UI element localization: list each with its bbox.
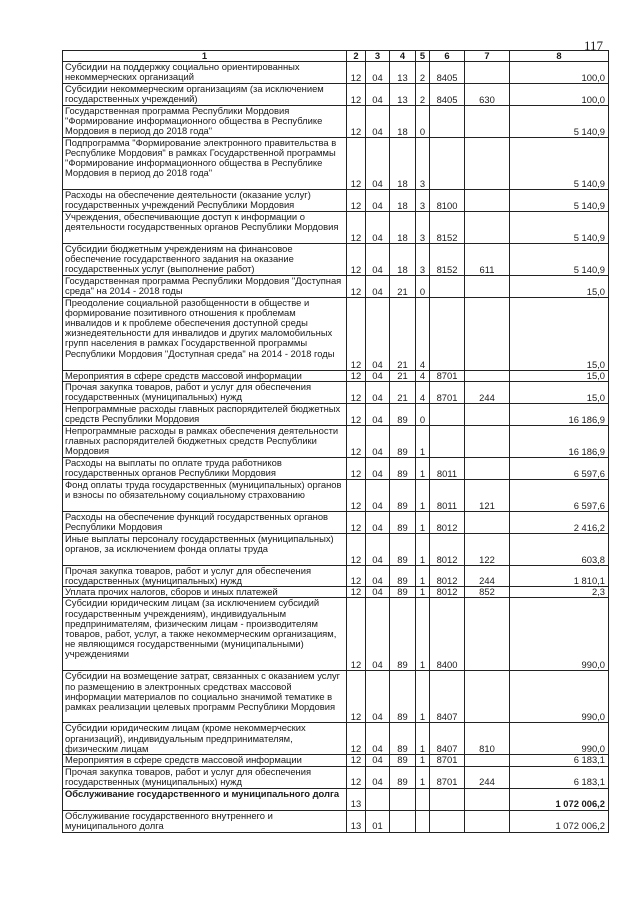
target-code: 8405 — [430, 84, 465, 106]
subprogram-code: 1 — [416, 480, 430, 512]
table-row — [63, 755, 609, 766]
header-cell: 5 — [416, 51, 430, 62]
section-code: 12 — [347, 244, 366, 276]
expense-name: Прочая закупка товаров, работ и услуг для обеспечения государственных (муниципальных) нужд — [63, 766, 347, 788]
section-code: 12 — [347, 426, 366, 458]
section-code: 12 — [347, 382, 366, 404]
program-code: 89 — [390, 723, 416, 755]
expense-type-code: 611 — [465, 244, 510, 276]
program-code: 21 — [390, 298, 416, 371]
target-code: 8701 — [430, 382, 465, 404]
subsection-code: 04 — [366, 512, 390, 534]
target-code: 8012 — [430, 512, 465, 534]
target-code — [430, 276, 465, 298]
subprogram-code: 2 — [416, 84, 430, 106]
program-code: 89 — [390, 480, 416, 512]
table-row — [63, 723, 609, 755]
section-code: 12 — [347, 212, 366, 244]
amount: 1 810,1 — [510, 566, 609, 587]
page-number: 117 — [584, 38, 604, 53]
subsection-code: 04 — [366, 723, 390, 755]
target-code: 8152 — [430, 212, 465, 244]
subsection-code: 04 — [366, 534, 390, 566]
target-code — [430, 810, 465, 832]
expense-name: Государственная программа Республики Мордовия "Формирование информационного общества в Республике Мордовия в период до 2018 года" — [63, 106, 347, 138]
amount: 5 140,9 — [510, 138, 609, 190]
section-code: 12 — [347, 106, 366, 138]
amount: 5 140,9 — [510, 212, 609, 244]
target-code: 8100 — [430, 190, 465, 212]
section-code: 12 — [347, 404, 366, 426]
amount: 6 183,1 — [510, 755, 609, 766]
subsection-code: 04 — [366, 755, 390, 766]
target-code: 8012 — [430, 534, 465, 566]
subsection-code: 04 — [366, 276, 390, 298]
subsection-code — [366, 788, 390, 810]
expense-type-code — [465, 512, 510, 534]
expense-type-code — [465, 106, 510, 138]
subprogram-code: 3 — [416, 190, 430, 212]
amount: 990,0 — [510, 671, 609, 723]
expense-type-code — [465, 212, 510, 244]
subsection-code: 04 — [366, 382, 390, 404]
section-code: 12 — [347, 276, 366, 298]
expense-name: Расходы на обеспечение функций государственных органов Республики Мордовия — [63, 512, 347, 534]
expense-name: Государственная программа Республики Мордовия "Доступная среда" на 2014 - 2018 годы — [63, 276, 347, 298]
expense-type-code — [465, 276, 510, 298]
table-row — [63, 212, 609, 244]
table-row — [63, 480, 609, 512]
expense-name: Субсидии юридическим лицам (за исключением субсидий государственным учреждениям), индивидуальным предпринимателям, физическим лицам - производителям товаров, работ, услуг, а также некоммерческим организациям, не являющимся государственными (муниципальными) учреждениями — [63, 598, 347, 671]
program-code — [390, 810, 416, 832]
program-code: 89 — [390, 534, 416, 566]
subprogram-code — [416, 810, 430, 832]
table-row — [63, 810, 609, 832]
section-code: 12 — [347, 587, 366, 598]
target-code: 8407 — [430, 671, 465, 723]
expense-type-code — [465, 788, 510, 810]
subprogram-code: 3 — [416, 212, 430, 244]
expense-name: Непрограммные расходы главных распорядителей бюджетных средств Республики Мордовия — [63, 404, 347, 426]
program-code: 89 — [390, 512, 416, 534]
program-code: 13 — [390, 62, 416, 84]
expense-name: Непрограммные расходы в рамках обеспечения деятельности главных распорядителей бюджетных средств Республики Мордовия — [63, 426, 347, 458]
program-code: 18 — [390, 190, 416, 212]
table-row — [63, 371, 609, 382]
subprogram-code: 0 — [416, 106, 430, 138]
expense-type-code: 244 — [465, 382, 510, 404]
header-cell: 1 — [63, 51, 347, 62]
subprogram-code: 1 — [416, 566, 430, 587]
section-code: 12 — [347, 190, 366, 212]
expense-type-code: 852 — [465, 587, 510, 598]
program-code: 89 — [390, 755, 416, 766]
expense-name: Расходы на выплаты по оплате труда работников государственных органов Республики Мордовия — [63, 458, 347, 480]
expense-name: Обслуживание государственного внутреннего и муниципального долга — [63, 810, 347, 832]
subsection-code: 04 — [366, 62, 390, 84]
subprogram-code: 1 — [416, 723, 430, 755]
program-code: 89 — [390, 598, 416, 671]
expense-type-code — [465, 458, 510, 480]
amount: 6 597,6 — [510, 480, 609, 512]
section-code: 12 — [347, 534, 366, 566]
expense-type-code — [465, 671, 510, 723]
program-code: 13 — [390, 84, 416, 106]
expense-name: Иные выплаты персоналу государственных (муниципальных) органов, за исключением фонда оплаты труда — [63, 534, 347, 566]
target-code — [430, 788, 465, 810]
expense-type-code — [465, 371, 510, 382]
section-code: 13 — [347, 788, 366, 810]
expense-name: Субсидии на возмещение затрат, связанных с оказанием услуг по размещению в электронных средствах массовой информации материалов по социально значимой тематике в рамках реализации целевых программ Республики Мордовия — [63, 671, 347, 723]
subprogram-code: 0 — [416, 404, 430, 426]
target-code: 8011 — [430, 480, 465, 512]
table-row — [63, 566, 609, 587]
table-row — [63, 84, 609, 106]
program-code: 18 — [390, 212, 416, 244]
program-code: 89 — [390, 671, 416, 723]
header-cell: 4 — [390, 51, 416, 62]
subprogram-code: 4 — [416, 382, 430, 404]
subsection-code: 04 — [366, 587, 390, 598]
target-code — [430, 106, 465, 138]
target-code: 8400 — [430, 598, 465, 671]
amount: 100,0 — [510, 62, 609, 84]
subsection-code: 04 — [366, 371, 390, 382]
table-row — [63, 534, 609, 566]
subprogram-code — [416, 788, 430, 810]
amount: 990,0 — [510, 598, 609, 671]
expense-type-code: 121 — [465, 480, 510, 512]
expense-type-code — [465, 810, 510, 832]
amount: 100,0 — [510, 84, 609, 106]
table-row — [63, 298, 609, 371]
table-row — [63, 276, 609, 298]
expense-type-code — [465, 138, 510, 190]
subprogram-code: 4 — [416, 371, 430, 382]
amount: 15,0 — [510, 371, 609, 382]
program-code: 89 — [390, 587, 416, 598]
amount: 5 140,9 — [510, 190, 609, 212]
expense-name: Прочая закупка товаров, работ и услуг для обеспечения государственных (муниципальных) нужд — [63, 382, 347, 404]
subsection-code: 04 — [366, 298, 390, 371]
table-row — [63, 458, 609, 480]
target-code: 8701 — [430, 755, 465, 766]
subprogram-code: 1 — [416, 512, 430, 534]
subsection-code: 01 — [366, 810, 390, 832]
expense-name: Субсидии юридическим лицам (кроме некоммерческих организаций), индивидуальным предпринимателям, физическим лицам — [63, 723, 347, 755]
program-code — [390, 788, 416, 810]
expense-name: Прочая закупка товаров, работ и услуг для обеспечения государственных (муниципальных) нужд — [63, 566, 347, 587]
expense-name: Субсидии бюджетным учреждениям на финансовое обеспечение государственного задания на оказание государственных услуг (выполнение работ) — [63, 244, 347, 276]
subsection-code: 04 — [366, 244, 390, 276]
amount: 1 072 006,2 — [510, 788, 609, 810]
amount: 6 183,1 — [510, 766, 609, 788]
section-code: 12 — [347, 138, 366, 190]
expense-type-code — [465, 404, 510, 426]
target-code: 8405 — [430, 62, 465, 84]
table-row — [63, 512, 609, 534]
expense-name: Расходы на обеспечение деятельности (оказание услуг) государственных учреждений Республики Мордовия — [63, 190, 347, 212]
target-code — [430, 298, 465, 371]
program-code: 18 — [390, 106, 416, 138]
expense-type-code: 810 — [465, 723, 510, 755]
subprogram-code: 1 — [416, 598, 430, 671]
expense-name: Субсидии на поддержку социально ориентированных некоммерческих организаций — [63, 62, 347, 84]
target-code: 8012 — [430, 587, 465, 598]
header-cell: 8 — [510, 51, 609, 62]
subprogram-code: 3 — [416, 138, 430, 190]
expense-type-code: 122 — [465, 534, 510, 566]
section-code: 12 — [347, 598, 366, 671]
amount: 15,0 — [510, 382, 609, 404]
program-code: 18 — [390, 244, 416, 276]
table-row — [63, 404, 609, 426]
amount: 16 186,9 — [510, 426, 609, 458]
section-code: 12 — [347, 480, 366, 512]
header-cell: 6 — [430, 51, 465, 62]
section-code: 12 — [347, 84, 366, 106]
subprogram-code: 2 — [416, 62, 430, 84]
section-code: 12 — [347, 766, 366, 788]
expense-type-code — [465, 62, 510, 84]
table-row — [63, 587, 609, 598]
subsection-code: 04 — [366, 458, 390, 480]
target-code: 8701 — [430, 371, 465, 382]
target-code: 8152 — [430, 244, 465, 276]
target-code — [430, 138, 465, 190]
section-code: 12 — [347, 671, 366, 723]
subprogram-code: 1 — [416, 755, 430, 766]
amount: 1 072 006,2 — [510, 810, 609, 832]
program-code: 21 — [390, 382, 416, 404]
program-code: 18 — [390, 138, 416, 190]
table-row — [63, 138, 609, 190]
subsection-code: 04 — [366, 426, 390, 458]
subprogram-code: 4 — [416, 298, 430, 371]
expense-type-code: 244 — [465, 766, 510, 788]
amount: 2 416,2 — [510, 512, 609, 534]
subsection-code: 04 — [366, 212, 390, 244]
subsection-code: 04 — [366, 106, 390, 138]
amount: 6 597,6 — [510, 458, 609, 480]
header-cell: 3 — [366, 51, 390, 62]
subsection-code: 04 — [366, 84, 390, 106]
section-code: 13 — [347, 810, 366, 832]
table-row — [63, 788, 609, 810]
table-header-row — [63, 51, 609, 62]
program-code: 21 — [390, 276, 416, 298]
section-code: 12 — [347, 755, 366, 766]
expense-type-code — [465, 298, 510, 371]
table-row — [63, 244, 609, 276]
subsection-code: 04 — [366, 671, 390, 723]
subprogram-code: 1 — [416, 534, 430, 566]
expense-name: Учреждения, обеспечивающие доступ к информации о деятельности государственных органов Республики Мордовия — [63, 212, 347, 244]
table-row — [63, 426, 609, 458]
subsection-code: 04 — [366, 404, 390, 426]
amount: 5 140,9 — [510, 106, 609, 138]
section-code: 12 — [347, 298, 366, 371]
subsection-code: 04 — [366, 766, 390, 788]
expense-type-code — [465, 426, 510, 458]
program-code: 89 — [390, 766, 416, 788]
expense-name: Мероприятия в сфере средств массовой информации — [63, 755, 347, 766]
section-code: 12 — [347, 566, 366, 587]
table-row — [63, 382, 609, 404]
subprogram-code: 0 — [416, 276, 430, 298]
table-row — [63, 766, 609, 788]
amount: 16 186,9 — [510, 404, 609, 426]
table-row — [63, 671, 609, 723]
program-code: 21 — [390, 371, 416, 382]
budget-table — [62, 50, 609, 833]
expense-name: Субсидии некоммерческим организациям (за исключением государственных учреждений) — [63, 84, 347, 106]
section-code: 12 — [347, 62, 366, 84]
expense-name: Мероприятия в сфере средств массовой информации — [63, 371, 347, 382]
expense-type-code — [465, 190, 510, 212]
subprogram-code: 1 — [416, 766, 430, 788]
expense-type-code — [465, 598, 510, 671]
table-row — [63, 598, 609, 671]
expense-name: Подпрограмма "Формирование электронного правительства в Республике Мордовия" в рамках Государственной программы "Формирование информационного общества в Республике Мордовия в период до 2018 года" — [63, 138, 347, 190]
target-code: 8011 — [430, 458, 465, 480]
target-code: 8407 — [430, 723, 465, 755]
section-code: 12 — [347, 512, 366, 534]
expense-type-code — [465, 755, 510, 766]
expense-name: Преодоление социальной разобщенности в обществе и формирование позитивного отношения к проблемам инвалидов и к проблеме обеспечения доступной среды жизнедеятельности для инвалидов и других маломобильных групп населения в рамках Государственной программы Республики Мордовия "Доступная среда" на 2014 - 2018 годы — [63, 298, 347, 371]
program-code: 89 — [390, 458, 416, 480]
target-code — [430, 426, 465, 458]
subsection-code: 04 — [366, 138, 390, 190]
program-code: 89 — [390, 426, 416, 458]
amount: 603,8 — [510, 534, 609, 566]
expense-type-code: 630 — [465, 84, 510, 106]
subsection-code: 04 — [366, 598, 390, 671]
section-code: 12 — [347, 723, 366, 755]
section-code: 12 — [347, 458, 366, 480]
expense-type-code: 244 — [465, 566, 510, 587]
header-cell: 7 — [465, 51, 510, 62]
expense-name: Обслуживание государственного и муниципального долга — [63, 788, 347, 810]
table-row — [63, 62, 609, 84]
target-code: 8701 — [430, 766, 465, 788]
section-code: 12 — [347, 371, 366, 382]
subprogram-code: 3 — [416, 244, 430, 276]
amount: 5 140,9 — [510, 244, 609, 276]
header-cell: 2 — [347, 51, 366, 62]
table-row — [63, 190, 609, 212]
amount: 2,3 — [510, 587, 609, 598]
subprogram-code: 1 — [416, 426, 430, 458]
target-code — [430, 404, 465, 426]
subsection-code: 04 — [366, 190, 390, 212]
program-code: 89 — [390, 404, 416, 426]
amount: 15,0 — [510, 298, 609, 371]
subprogram-code: 1 — [416, 587, 430, 598]
target-code: 8012 — [430, 566, 465, 587]
subprogram-code: 1 — [416, 671, 430, 723]
subprogram-code: 1 — [416, 458, 430, 480]
subsection-code: 04 — [366, 566, 390, 587]
expense-name: Фонд оплаты труда государственных (муниципальных) органов и взносы по обязательному социальному страхованию — [63, 480, 347, 512]
amount: 990,0 — [510, 723, 609, 755]
table-row — [63, 106, 609, 138]
amount: 15,0 — [510, 276, 609, 298]
subsection-code: 04 — [366, 480, 390, 512]
program-code: 89 — [390, 566, 416, 587]
expense-name: Уплата прочих налогов, сборов и иных платежей — [63, 587, 347, 598]
